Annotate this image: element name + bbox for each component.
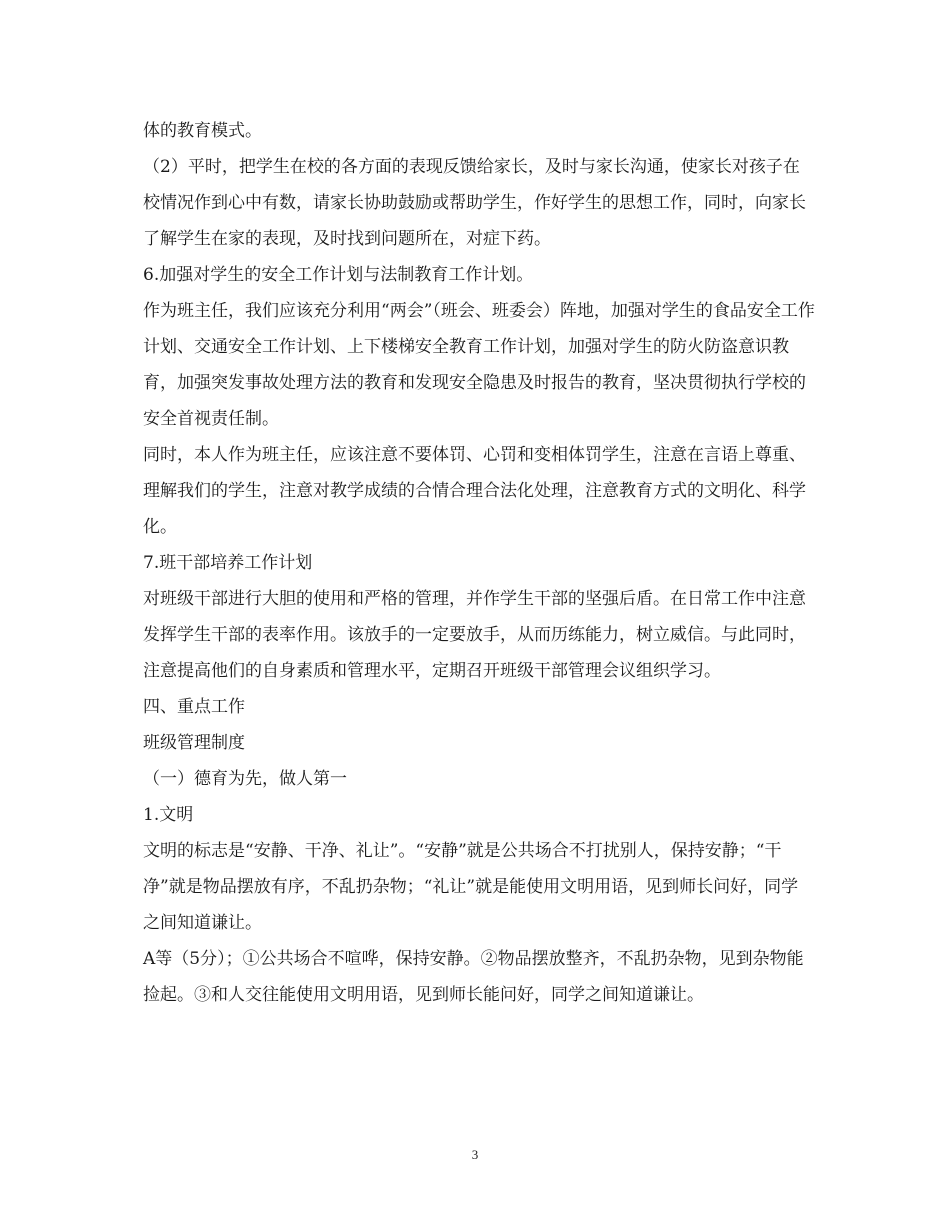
- paragraph: 体的教育模式。: [143, 121, 262, 141]
- paragraph: 对班级干部进行大胆的使用和严格的管理，并作学生干部的坚强后盾。在日常工作中注意发挥学生干部的表率作用。该放手的一定要放手，从而历练能力，树立威信。与此同时，注意提高他们的自身素质和管理水平，定期召开班级干部管理会议组织学习。: [143, 589, 806, 681]
- section-heading: 6.加强对学生的安全工作计划与法制教育工作计划。: [143, 265, 534, 285]
- section-heading: 班级管理制度: [143, 733, 245, 753]
- paragraph: 作为班主任，我们应该充分利用“两会”（班会、班委会）阵地，加强对学生的食品安全工作计划、交通安全工作计划、上下楼梯安全教育工作计划，加强对学生的防火防盗意识教育，加强突发事故处理方法的教育和发现安全隐患及时报告的教育，坚决贯彻执行学校的安全首视责任制。: [143, 301, 815, 429]
- document-body: [143, 113, 815, 1013]
- section-heading: （一）德育为先，做人第一: [143, 769, 347, 789]
- section-heading: 四、重点工作: [143, 697, 245, 717]
- paragraph: 同时，本人作为班主任，应该注意不要体罚、心罚和变相体罚学生，注意在言语上尊重、理解我们的学生，注意对教学成绩的合情合理合法化处理，注意教育方式的文明化、科学化。: [143, 445, 806, 537]
- section-heading: 7.班干部培养工作计划: [143, 553, 313, 573]
- paragraph: 文明的标志是“安静、干净、礼让”。“安静”就是公共场合不打扰别人，保持安静；“干净”就是物品摆放有序，不乱扔杂物；“礼让”就是能使用文明用语，见到师长问好，同学之间知道谦让。: [143, 841, 799, 933]
- paragraph: （2）平时，把学生在校的各方面的表现反馈给家长，及时与家长沟通，使家长对孩子在校情况作到心中有数，请家长协助鼓励或帮助学生，作好学生的思想工作，同时，向家长了解学生在家的表现，及时找到问题所在，对症下药。: [143, 157, 806, 249]
- paragraph: A等（5分）；①公共场合不喧哗，保持安静。②物品摆放整齐，不乱扔杂物，见到杂物能捡起。③和人交往能使用文明用语，见到师长能问好，同学之间知道谦让。: [143, 949, 804, 1005]
- page-number: 3: [471, 1147, 479, 1162]
- section-heading: 1.文明: [143, 805, 194, 825]
